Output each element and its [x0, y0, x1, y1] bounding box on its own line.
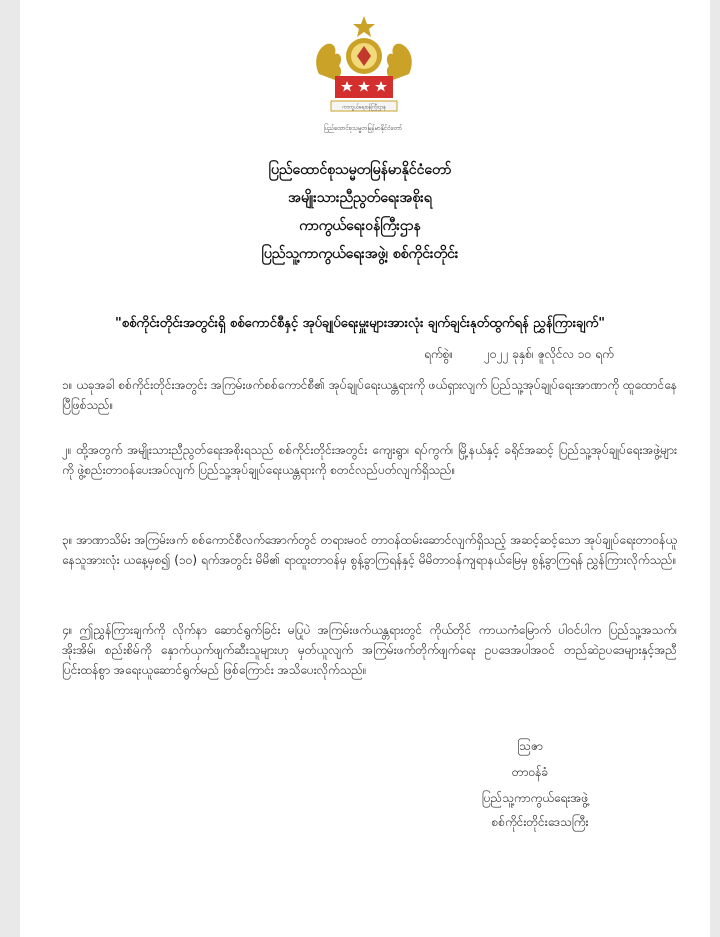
paragraph-1: ၁။ ယခုအခါ စစ်ကိုင်းတိုင်းအတွင်း အကြမ်းဖက်စစ်ကောင်စီ၏ အုပ်ချုပ်ရေးယန္တရားကို ဖယ်ရှားလျက် ပြည်သူ့အုပ်ချုပ်ရေးအာဏာကို ထူထောင်နေပြီဖြစ်သည်။ [62, 378, 677, 412]
header-line-4: ပြည်သူ့ကာကွယ်ရေးအဖွဲ့၊ စစ်ကိုင်းတိုင်း [261, 246, 459, 262]
ribbon-text: ကာကွယ်ရေးဝန်ကြီးဌာန [342, 104, 386, 111]
signature-mark: သြဇာ [517, 739, 543, 753]
paragraph-3: ၃။ အာဏာသိမ်း အကြမ်းဖက် စစ်ကောင်စီလက်အောက်တွင် တရားမဝင် တာဝန်ထမ်းဆောင်လျက်ရှိသည့် အဆင့်ဆင့်သော အုပ်ချုပ်ရေးတာဝန်ယူနေသူအားလုံး ယနေ့မှစ၍ (၁၀) ရက်အတွင်း မိမိ၏ ရာထူးတာဝန်မှ စွန့်ခွာကြရန်နှင့် မိမိတာဝန်ကျရာနယ်မြေမှ စွန့်ခွာကြရန် ညွှန်ကြားလိုက်သည်။ [62, 533, 677, 567]
state-seal-icon [305, 14, 423, 114]
emblem-caption: ပြည်ထောင်စုသမ္မတမြန်မာနိုင်ငံတော် [323, 125, 403, 132]
signature-org: ပြည်သူ့ကာကွယ်ရေးအဖွဲ့ [481, 791, 589, 805]
signature-region: စစ်ကိုင်းတိုင်းဒေသကြီး [491, 815, 589, 829]
document-title: "စစ်ကိုင်းတိုင်းအတွင်းရှိ စစ်ကောင်စီနှင့် အုပ်ချုပ်ရေးမှူးများအားလုံး ချက်ချင်းနုတ်ထွက်ရန် ညွှန်ကြားချက်" [115, 316, 605, 331]
date-value: ၂၀၂၂ ခုနှစ်၊ ဇူလိုင်လ ၁၀ ရက် [484, 347, 614, 361]
date-label: ရက်စွဲ။ [424, 347, 454, 361]
header-line-3: ကာကွယ်ရေးဝန်ကြီးဌာန [299, 218, 421, 234]
header-line-1: ပြည်ထောင်စုသမ္မတမြန်မာနိုင်ငံတော် [268, 162, 452, 178]
paragraph-2: ၂။ ထို့အတွက် အမျိုးသားညီညွတ်ရေးအစိုးရသည် စစ်ကိုင်းတိုင်းအတွင်း ကျေးရွာ၊ ရပ်ကွက်၊ မြို့နယ်နှင့် ခရိုင်အဆင့် ပြည်သူ့အုပ်ချုပ်ရေးအဖွဲ့များကို ဖွဲ့စည်းတာဝန်ပေးအပ်လျက် ပြည်သူ့အုပ်ချုပ်ရေးယန္တရားကို စတင်လည်ပတ်လျက်ရှိသည်။ [62, 443, 677, 477]
paragraph-4: ၄။ ဤညွှန်ကြားချက်ကို လိုက်နာ ဆောင်ရွက်ခြင်း မပြုပဲ အကြမ်းဖက်ယန္တရားတွင် ကိုယ်တိုင် ကာယကံမြောက် ပါဝင်ပါက ပြည်သူ့အသက်၊ အိုးအိမ်၊ စည်းစိမ်ကို နှောက်ယှက်ဖျက်ဆီးသူများဟု မှတ်ယူလျက် အကြမ်းဖက်တိုက်ဖျက်ရေး ဥပဒေအပါအဝင် တည်ဆဲဥပဒေများနှင့်အညီ ပြင်းထန်စွာ အရေးယူဆောင်ရွက်မည် ဖြစ်ကြောင်း အသိပေးလိုက်သည်။ [62, 623, 677, 677]
header-line-2: အမျိုးသားညီညွတ်ရေးအစိုးရ [288, 190, 432, 206]
signature-title: တာဝန်ခံ [511, 765, 549, 779]
